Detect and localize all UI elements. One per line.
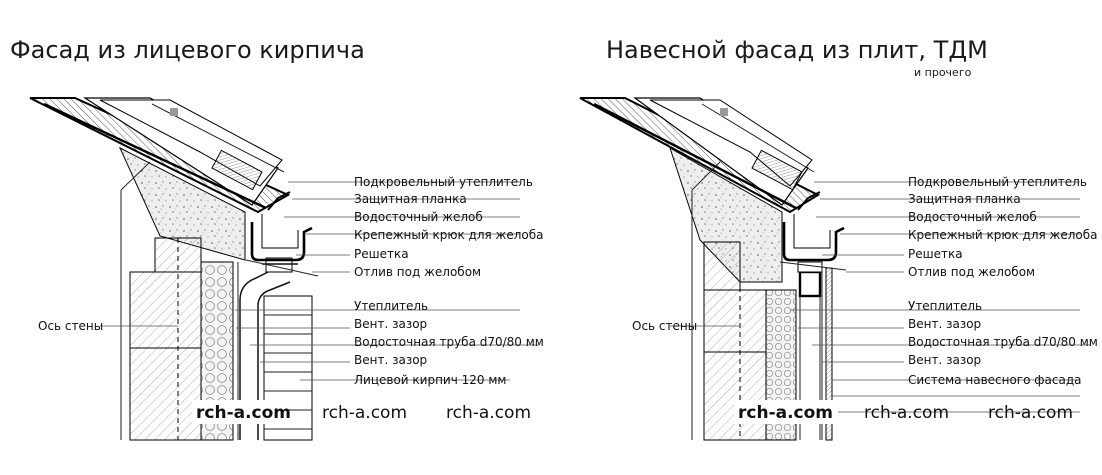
right-section-drawing — [580, 98, 846, 440]
right-callout-vent-gap-2: Вент. зазор — [908, 353, 982, 367]
left-watermark-3: rch-a.com — [446, 403, 531, 423]
left-watermark-1: rch-a.com — [196, 403, 292, 423]
left-callout-gutter: Водосточный желоб — [354, 210, 483, 224]
right-callout-protective-strip: Защитная планка — [908, 192, 1021, 206]
left-wall-axis-label: Ось стены — [38, 319, 104, 333]
left-callout-gutter-hook: Крепежный крюк для желоба — [354, 228, 544, 242]
left-section-drawing — [30, 98, 318, 440]
left-callout-vent-gap-2: Вент. зазор — [354, 353, 428, 367]
left-callout-protective-strip: Защитная планка — [354, 192, 467, 206]
right-roof-structure — [580, 98, 818, 282]
right-wall-axis-label: Ось стены — [632, 319, 698, 333]
left-callout-face-brick: Лицевой кирпич 120 мм — [354, 373, 507, 387]
left-callout-drip-edge: Отлив под желобом — [354, 265, 482, 279]
left-callout-vent-gap-1: Вент. зазор — [354, 317, 428, 331]
left-wall-blocks — [130, 238, 201, 440]
right-callout-facade-system: Система навесного фасада — [908, 373, 1082, 387]
right-callout-vent-gap-1: Вент. зазор — [908, 317, 982, 331]
right-watermark-3: rch-a.com — [988, 403, 1073, 423]
left-callout-grate: Решетка — [354, 247, 409, 261]
right-callout-insulation: Утеплитель — [908, 299, 983, 313]
right-title: Навесной фасад из плит, ТДМ — [606, 36, 988, 64]
left-title: Фасад из лицевого кирпича — [10, 36, 365, 64]
right-callout-drain-pipe: Водосточная труба d70/80 мм — [908, 335, 1098, 349]
left-watermark-2: rch-a.com — [322, 403, 407, 423]
right-callout-roof-insulation: Подкровельный утеплитель — [908, 175, 1087, 189]
left-callout-roof-insulation: Подкровельный утеплитель — [354, 175, 533, 189]
right-watermark-2: rch-a.com — [864, 403, 949, 423]
right-watermark-1: rch-a.com — [738, 403, 834, 423]
right-callout-grate: Решетка — [908, 247, 963, 261]
left-callout-insulation: Утеплитель — [354, 299, 429, 313]
left-callout-drain-pipe: Водосточная труба d70/80 мм — [354, 335, 544, 349]
right-callout-gutter: Водосточный желоб — [908, 210, 1037, 224]
left-roof-structure — [30, 98, 288, 260]
right-subtitle: и прочего — [914, 66, 972, 79]
right-callout-drip-edge: Отлив под желобом — [908, 265, 1036, 279]
right-callout-gutter-hook: Крепежный крюк для желоба — [908, 228, 1098, 242]
